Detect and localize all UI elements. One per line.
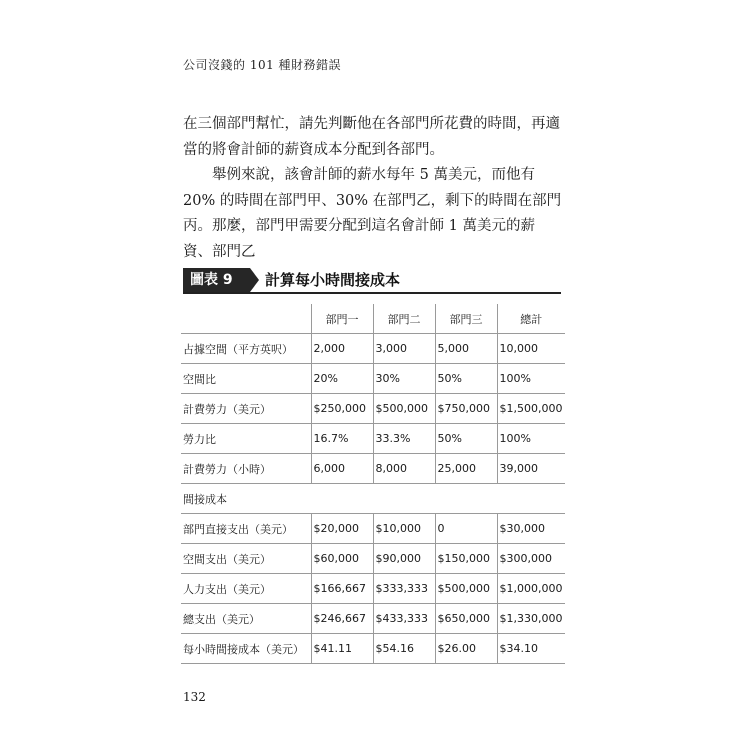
row-label: 勞力比	[181, 424, 311, 454]
table-cell: $1,000,000	[497, 574, 565, 604]
table-row	[181, 454, 565, 484]
table-cell: 33.3%	[373, 424, 435, 454]
table-cell: $60,000	[311, 544, 373, 574]
table-cell: $433,333	[373, 604, 435, 634]
figure-tag-arrow	[250, 268, 259, 292]
row-label: 人力支出（美元）	[181, 574, 311, 604]
table-cell: 16.7%	[311, 424, 373, 454]
table-cell: $500,000	[373, 394, 435, 424]
table-cell: 39,000	[497, 454, 565, 484]
table-row	[181, 394, 565, 424]
table-cell: 6,000	[311, 454, 373, 484]
table-cell: $250,000	[311, 394, 373, 424]
figure-rule	[183, 292, 561, 294]
table-cell: 100%	[497, 364, 565, 394]
body-text	[183, 112, 563, 265]
running-head: 公司沒錢的 101 種財務錯誤	[183, 58, 342, 72]
section-row	[181, 484, 565, 514]
table-cell: 20%	[311, 364, 373, 394]
table-cell: 50%	[435, 424, 497, 454]
table-cell: 10,000	[497, 334, 565, 364]
table-cell: 5,000	[435, 334, 497, 364]
table-header-row	[181, 304, 565, 334]
page-number: 132	[183, 690, 206, 704]
table-cell: $1,330,000	[497, 604, 565, 634]
table-cell: $54.16	[373, 634, 435, 664]
table-cell: 50%	[435, 364, 497, 394]
header-cell: 部門三	[435, 304, 497, 334]
table-cell: $34.10	[497, 634, 565, 664]
row-label: 計費勞力（小時）	[181, 454, 311, 484]
overhead-cost-table	[181, 304, 565, 664]
header-cell: 部門一	[311, 304, 373, 334]
table-row	[181, 604, 565, 634]
table-cell: $300,000	[497, 544, 565, 574]
paragraph: 在三個部門幫忙，請先判斷他在各部門所花費的時間，再適當的將會計師的薪資成本分配到各部門。	[183, 116, 560, 158]
table-cell: $750,000	[435, 394, 497, 424]
paragraph: 舉例來說，該會計師的薪水每年 5 萬美元，而他有 20% 的時間在部門甲、30% 在部門乙，剩下的時間在部門丙。那麼，部門甲需要分配到這名會計師 1 萬美元的薪資、部門乙	[183, 167, 562, 260]
figure-title: 計算每小時間接成本	[265, 271, 401, 289]
header-cell	[181, 304, 311, 334]
table-row	[181, 544, 565, 574]
header-cell: 總計	[497, 304, 565, 334]
row-label: 空間支出（美元）	[181, 544, 311, 574]
table-cell: $333,333	[373, 574, 435, 604]
table-cell: 0	[435, 514, 497, 544]
table-cell: 2,000	[311, 334, 373, 364]
table-cell: 25,000	[435, 454, 497, 484]
table-cell: $30,000	[497, 514, 565, 544]
table-cell: 30%	[373, 364, 435, 394]
table-cell: $10,000	[373, 514, 435, 544]
table-row	[181, 514, 565, 544]
table-cell: $26.00	[435, 634, 497, 664]
row-label: 每小時間接成本（美元）	[181, 634, 311, 664]
table-cell: $650,000	[435, 604, 497, 634]
table-cell: $41.11	[311, 634, 373, 664]
table-row	[181, 634, 565, 664]
row-label: 空間比	[181, 364, 311, 394]
section-label: 間接成本	[181, 484, 565, 514]
table-cell: $150,000	[435, 544, 497, 574]
table-row	[181, 364, 565, 394]
table-cell: $246,667	[311, 604, 373, 634]
row-label: 占據空間（平方英呎）	[181, 334, 311, 364]
row-label: 計費勞力（美元）	[181, 394, 311, 424]
table-cell: 8,000	[373, 454, 435, 484]
figure-tag: 圖表 9	[183, 268, 250, 292]
table-cell: $1,500,000	[497, 394, 565, 424]
table-cell: $20,000	[311, 514, 373, 544]
row-label: 總支出（美元）	[181, 604, 311, 634]
table-cell: 3,000	[373, 334, 435, 364]
header-cell: 部門二	[373, 304, 435, 334]
row-label: 部門直接支出（美元）	[181, 514, 311, 544]
figure-header	[183, 268, 563, 293]
table-row	[181, 424, 565, 454]
table-row	[181, 574, 565, 604]
table-cell: 100%	[497, 424, 565, 454]
table-cell: $500,000	[435, 574, 497, 604]
table-row	[181, 334, 565, 364]
table-cell: $166,667	[311, 574, 373, 604]
table-cell: $90,000	[373, 544, 435, 574]
